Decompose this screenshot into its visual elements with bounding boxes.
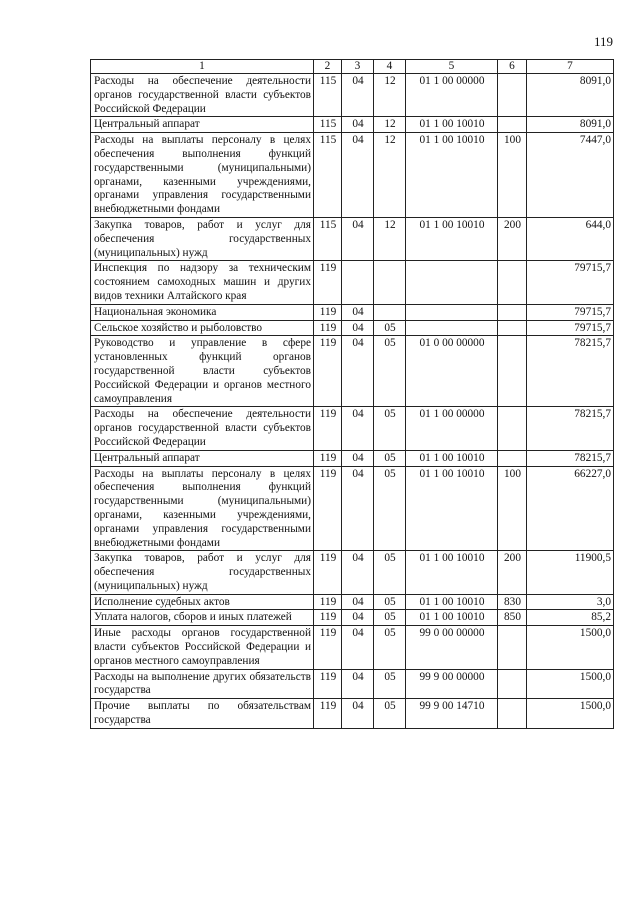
section-code-cell: 04: [342, 217, 374, 260]
target-article-cell: 01 1 00 10010: [406, 450, 498, 466]
section-code-cell: 04: [342, 594, 374, 610]
section-code-cell: 04: [342, 407, 374, 450]
amount-cell: 8091,0: [527, 117, 614, 133]
section-code-cell: [342, 261, 374, 304]
item-name-cell: Закупка товаров, работ и услуг для обеспечения государственных (муниципальных) нужд: [91, 217, 314, 260]
expense-type-cell: 100: [498, 466, 527, 551]
expense-type-cell: 200: [498, 551, 527, 594]
target-article-cell: 01 1 00 10010: [406, 551, 498, 594]
section-code-cell: 04: [342, 626, 374, 669]
table-body: [91, 74, 614, 729]
section-code-cell: 04: [342, 699, 374, 729]
section-code-cell: 04: [342, 320, 374, 336]
section-code-cell: 04: [342, 74, 374, 117]
item-name-cell: Уплата налогов, сборов и иных платежей: [91, 610, 314, 626]
ministry-code-cell: 115: [314, 74, 342, 117]
ministry-code-cell: 119: [314, 669, 342, 699]
expense-type-cell: [498, 74, 527, 117]
column-header: 5: [406, 60, 498, 74]
amount-cell: 78215,7: [527, 450, 614, 466]
table-row: [91, 610, 614, 626]
subsection-code-cell: 05: [374, 610, 406, 626]
ministry-code-cell: 115: [314, 133, 342, 218]
target-article-cell: 01 1 00 10010: [406, 610, 498, 626]
item-name-cell: Расходы на выплаты персоналу в целях обеспечения выполнения функций государственными (муниципальными) органами, казенными учреждениями, органами управления государственными внебюджетными фондами: [91, 466, 314, 551]
target-article-cell: [406, 320, 498, 336]
ministry-code-cell: 119: [314, 320, 342, 336]
item-name-cell: Сельское хозяйство и рыболовство: [91, 320, 314, 336]
ministry-code-cell: 119: [314, 450, 342, 466]
column-header: 7: [527, 60, 614, 74]
ministry-code-cell: 119: [314, 626, 342, 669]
subsection-code-cell: 05: [374, 407, 406, 450]
subsection-code-cell: 12: [374, 74, 406, 117]
subsection-code-cell: 05: [374, 594, 406, 610]
ministry-code-cell: 119: [314, 336, 342, 407]
item-name-cell: Исполнение судебных актов: [91, 594, 314, 610]
ministry-code-cell: 119: [314, 304, 342, 320]
amount-cell: 644,0: [527, 217, 614, 260]
section-code-cell: 04: [342, 669, 374, 699]
amount-cell: 79715,7: [527, 304, 614, 320]
expense-type-cell: [498, 626, 527, 669]
item-name-cell: Инспекция по надзору за техническим состоянием самоходных машин и других видов техники Алтайского края: [91, 261, 314, 304]
subsection-code-cell: 05: [374, 336, 406, 407]
ministry-code-cell: 119: [314, 594, 342, 610]
column-header: 2: [314, 60, 342, 74]
item-name-cell: Национальная экономика: [91, 304, 314, 320]
target-article-cell: 01 1 00 10010: [406, 217, 498, 260]
table-row: [91, 261, 614, 304]
expense-type-cell: 830: [498, 594, 527, 610]
amount-cell: 78215,7: [527, 336, 614, 407]
ministry-code-cell: 115: [314, 217, 342, 260]
table-row: [91, 336, 614, 407]
item-name-cell: Расходы на выплаты персоналу в целях обеспечения выполнения функций государственными (муниципальными) органами, казенными учреждениями, органами управления государственными внебюджетными фондами: [91, 133, 314, 218]
table-row: [91, 217, 614, 260]
budget-table: [90, 59, 614, 729]
subsection-code-cell: 05: [374, 626, 406, 669]
target-article-cell: 01 1 00 10010: [406, 117, 498, 133]
target-article-cell: 99 0 00 00000: [406, 626, 498, 669]
item-name-cell: Расходы на выполнение других обязательств государства: [91, 669, 314, 699]
table-row: [91, 551, 614, 594]
section-code-cell: 04: [342, 133, 374, 218]
item-name-cell: Расходы на обеспечение деятельности органов государственной власти субъектов Российской Федерации: [91, 74, 314, 117]
subsection-code-cell: 05: [374, 466, 406, 551]
target-article-cell: 01 1 00 10010: [406, 466, 498, 551]
amount-cell: 1500,0: [527, 669, 614, 699]
subsection-code-cell: 05: [374, 699, 406, 729]
amount-cell: 66227,0: [527, 466, 614, 551]
column-header: 4: [374, 60, 406, 74]
subsection-code-cell: 05: [374, 320, 406, 336]
expense-type-cell: [498, 450, 527, 466]
target-article-cell: 99 9 00 14710: [406, 699, 498, 729]
expense-type-cell: 100: [498, 133, 527, 218]
expense-type-cell: [498, 336, 527, 407]
subsection-code-cell: 12: [374, 117, 406, 133]
table-row: [91, 669, 614, 699]
subsection-code-cell: 05: [374, 551, 406, 594]
table-row: [91, 133, 614, 218]
amount-cell: 8091,0: [527, 74, 614, 117]
target-article-cell: 01 1 00 00000: [406, 407, 498, 450]
item-name-cell: Закупка товаров, работ и услуг для обеспечения государственных (муниципальных) нужд: [91, 551, 314, 594]
table-row: [91, 594, 614, 610]
expense-type-cell: [498, 304, 527, 320]
table-header-row: [91, 60, 614, 74]
target-article-cell: 01 1 00 00000: [406, 74, 498, 117]
ministry-code-cell: 119: [314, 551, 342, 594]
section-code-cell: 04: [342, 466, 374, 551]
page-number: 119: [593, 34, 613, 49]
expense-type-cell: [498, 669, 527, 699]
table-row: [91, 74, 614, 117]
amount-cell: 1500,0: [527, 699, 614, 729]
target-article-cell: 01 0 00 00000: [406, 336, 498, 407]
item-name-cell: Центральный аппарат: [91, 450, 314, 466]
amount-cell: 1500,0: [527, 626, 614, 669]
target-article-cell: [406, 261, 498, 304]
column-header: 6: [498, 60, 527, 74]
subsection-code-cell: 12: [374, 217, 406, 260]
subsection-code-cell: [374, 304, 406, 320]
item-name-cell: Расходы на обеспечение деятельности органов государственной власти субъектов Российской Федерации: [91, 407, 314, 450]
target-article-cell: [406, 304, 498, 320]
target-article-cell: 01 1 00 10010: [406, 133, 498, 218]
amount-cell: 79715,7: [527, 261, 614, 304]
subsection-code-cell: 12: [374, 133, 406, 218]
table-row: [91, 466, 614, 551]
amount-cell: 11900,5: [527, 551, 614, 594]
expense-type-cell: [498, 407, 527, 450]
amount-cell: 78215,7: [527, 407, 614, 450]
ministry-code-cell: 119: [314, 699, 342, 729]
column-header: 3: [342, 60, 374, 74]
section-code-cell: 04: [342, 117, 374, 133]
expense-type-cell: [498, 320, 527, 336]
section-code-cell: 04: [342, 336, 374, 407]
amount-cell: 85,2: [527, 610, 614, 626]
item-name-cell: Иные расходы органов государственной власти субъектов Российской Федерации и органов местного самоуправления: [91, 626, 314, 669]
table-row: [91, 699, 614, 729]
subsection-code-cell: [374, 261, 406, 304]
amount-cell: 3,0: [527, 594, 614, 610]
section-code-cell: 04: [342, 450, 374, 466]
ministry-code-cell: 119: [314, 610, 342, 626]
section-code-cell: 04: [342, 610, 374, 626]
expense-type-cell: 200: [498, 217, 527, 260]
section-code-cell: 04: [342, 304, 374, 320]
amount-cell: 79715,7: [527, 320, 614, 336]
ministry-code-cell: 115: [314, 117, 342, 133]
target-article-cell: 99 9 00 00000: [406, 669, 498, 699]
table-row: [91, 407, 614, 450]
ministry-code-cell: 119: [314, 261, 342, 304]
expense-type-cell: [498, 117, 527, 133]
subsection-code-cell: 05: [374, 450, 406, 466]
expense-type-cell: 850: [498, 610, 527, 626]
amount-cell: 7447,0: [527, 133, 614, 218]
table-row: [91, 117, 614, 133]
column-header: 1: [91, 60, 314, 74]
item-name-cell: Прочие выплаты по обязательствам государства: [91, 699, 314, 729]
item-name-cell: Руководство и управление в сфере установленных функций органов государственной власти субъектов Российской Федерации и органов местного самоуправления: [91, 336, 314, 407]
ministry-code-cell: 119: [314, 407, 342, 450]
table-row: [91, 450, 614, 466]
expense-type-cell: [498, 261, 527, 304]
ministry-code-cell: 119: [314, 466, 342, 551]
target-article-cell: 01 1 00 10010: [406, 594, 498, 610]
expense-type-cell: [498, 699, 527, 729]
item-name-cell: Центральный аппарат: [91, 117, 314, 133]
table-row: [91, 304, 614, 320]
subsection-code-cell: 05: [374, 669, 406, 699]
table-row: [91, 320, 614, 336]
section-code-cell: 04: [342, 551, 374, 594]
table-row: [91, 626, 614, 669]
